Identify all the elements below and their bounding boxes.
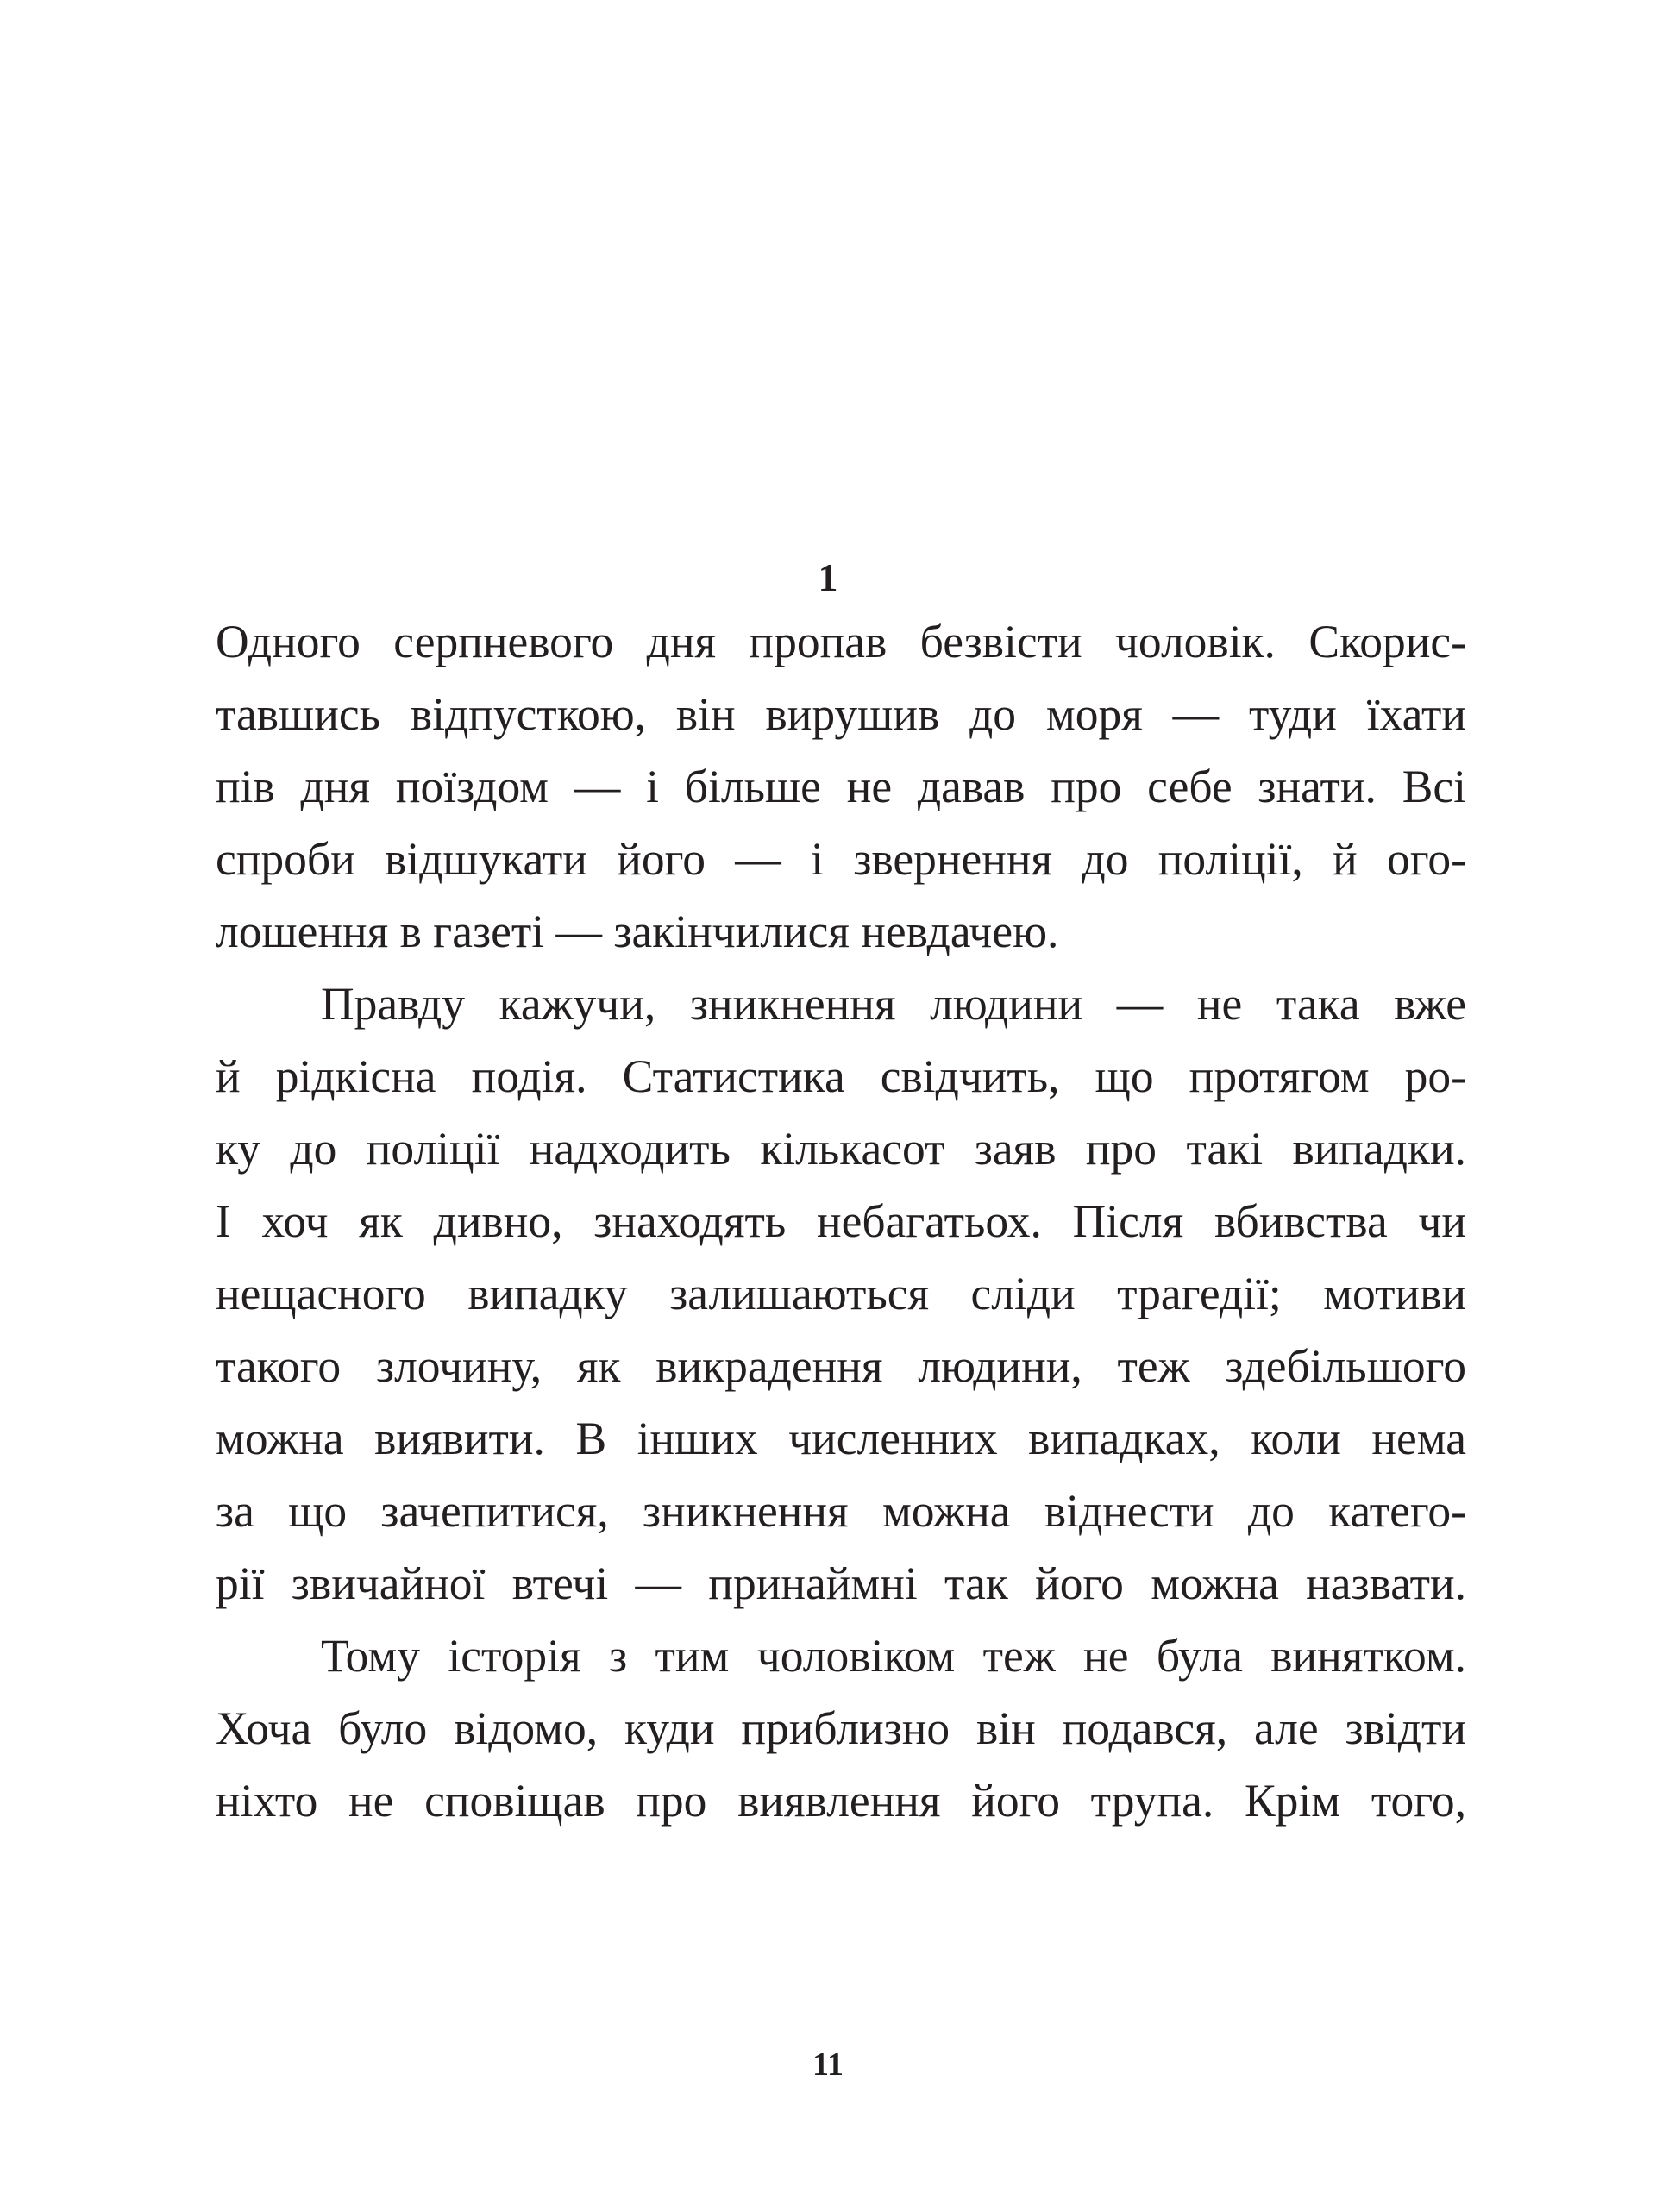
text-line: спроби відшукати його — і звернення до поліції, й ого- — [216, 833, 1466, 885]
text-line: ніхто не сповіщав про виявлення його трупа. Крім того, — [216, 1775, 1466, 1827]
text-line: Тому історія з тим чоловіком теж не була винятком. — [321, 1630, 1466, 1682]
paragraph-1 — [216, 605, 1466, 968]
text-line: пів дня поїздом — і більше не давав про себе знати. Всі — [216, 761, 1466, 812]
text-line: й рідкісна подія. Статистика свідчить, що протягом ро- — [216, 1050, 1466, 1102]
text-line: рії звичайної втечі — принаймні так його можна назвати. — [216, 1557, 1466, 1609]
text-line: Одного серпневого дня пропав безвісти чоловік. Скорис- — [216, 616, 1466, 667]
paragraph-2 — [216, 968, 1466, 1620]
text-line: Хоча було відомо, куди приблизно він подався, але звідти — [216, 1702, 1466, 1754]
paragraph-3 — [216, 1620, 1466, 1837]
chapter-body-text — [216, 605, 1466, 1837]
text-line: тавшись відпусткою, він вирушив до моря — туди їхати — [216, 688, 1466, 740]
text-line: І хоч як дивно, знаходять небагатьох. Після вбивства чи — [216, 1195, 1466, 1247]
text-line: можна виявити. В інших численних випадках, коли нема — [216, 1413, 1466, 1464]
text-line: нещасного випадку залишаються сліди трагедії; мотиви — [216, 1268, 1466, 1319]
page-number: 11 — [812, 2046, 844, 2083]
text-line: такого злочину, як викрадення людини, теж здебільшого — [216, 1340, 1466, 1392]
text-line: Правду кажучи, зникнення людини — не така вже — [321, 978, 1466, 1030]
text-line: за що зачепитися, зникнення можна віднести до катего- — [216, 1485, 1466, 1537]
text-line: ку до поліції надходить кількасот заяв про такі випадки. — [216, 1123, 1466, 1175]
text-line: лошення в газеті — закінчилися невдачею. — [216, 905, 1059, 957]
chapter-number: 1 — [818, 555, 838, 599]
